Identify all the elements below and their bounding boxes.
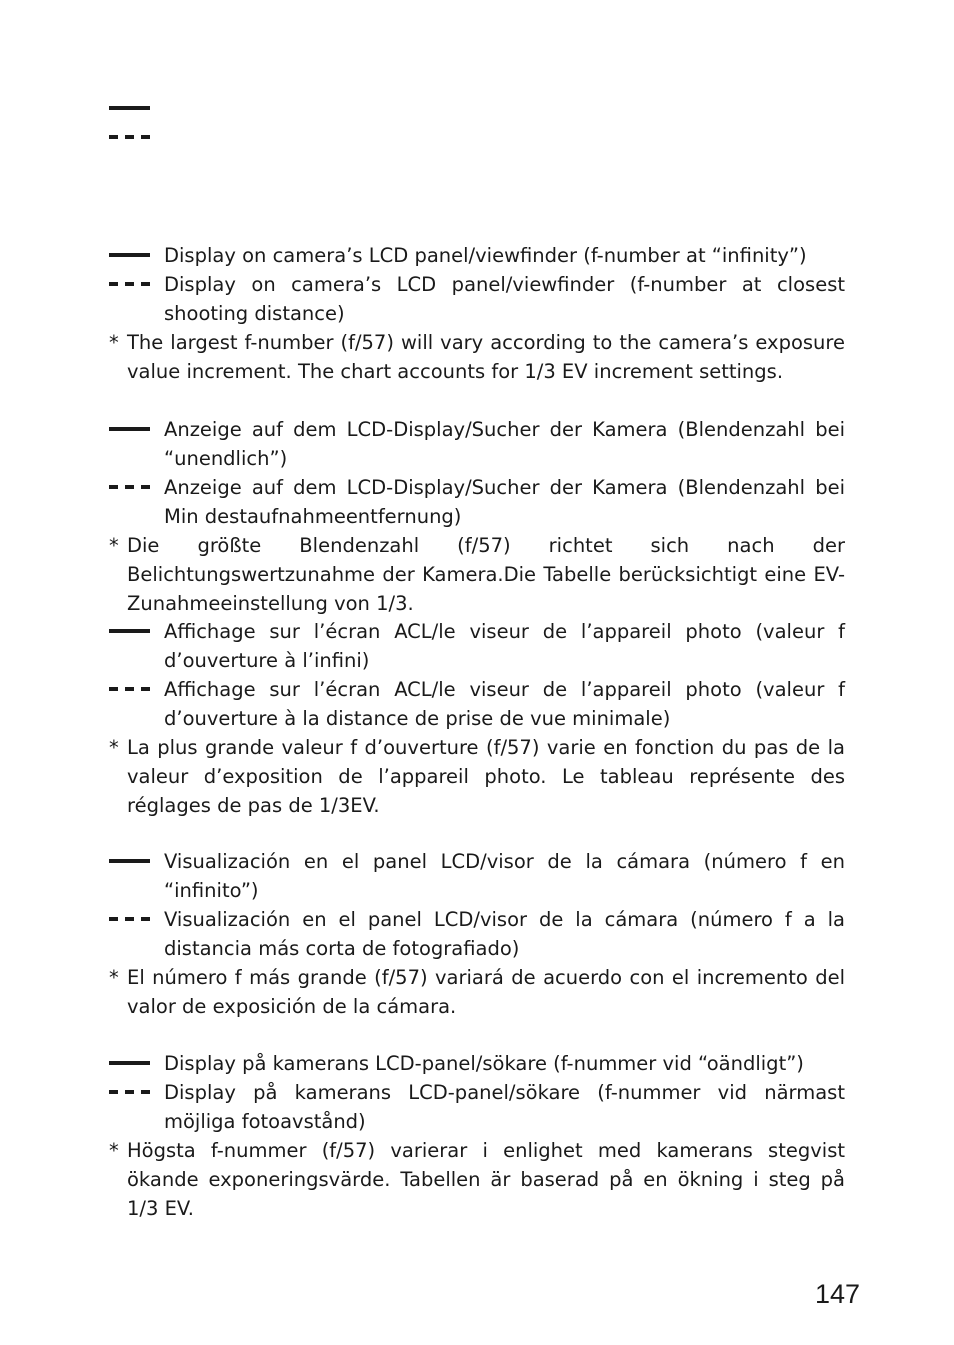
- footnote: [109, 328, 845, 386]
- legend-section-german: [109, 415, 845, 618]
- footnote: [109, 1136, 845, 1223]
- dashed-line-icon: [109, 1090, 150, 1094]
- top-line-legend: [109, 106, 151, 139]
- footnote-asterisk: *: [109, 966, 119, 989]
- footnote-text: La plus grande valeur f d’ouverture (f/57) varie en fonction du pas de la valeur d’exposition de l’appareil photo. Le tableau représente des réglages de pas de 1/3EV.: [127, 736, 845, 817]
- legend-row-solid: [109, 617, 845, 675]
- legend-dashed-text: Anzeige auf dem LCD-Display/Sucher der Kamera (Blendenzahl bei Min destaufnahmeentfernung): [164, 476, 845, 528]
- dashed-line-icon: [109, 485, 150, 489]
- dashed-line-sample: [109, 135, 150, 139]
- legend-dashed-text: Display on camera’s LCD panel/viewfinder (f-number at closest shooting distance): [164, 273, 845, 325]
- legend-solid-text: Display on camera’s LCD panel/viewfinder (f-number at “infinity”): [164, 244, 807, 267]
- legend-row-solid: [109, 1049, 845, 1078]
- footnote-asterisk: *: [109, 534, 119, 557]
- solid-line-icon: [109, 253, 150, 257]
- legend-dashed-text: Display på kamerans LCD-panel/sökare (f-nummer vid närmast möjliga fotoavstånd): [164, 1081, 845, 1133]
- dashed-line-icon: [109, 282, 150, 286]
- legend-row-dashed: [109, 905, 845, 963]
- legend-solid-text: Anzeige auf dem LCD-Display/Sucher der Kamera (Blendenzahl bei “unendlich”): [164, 418, 845, 470]
- legend-row-dashed: [109, 675, 845, 733]
- footnote: [109, 531, 845, 618]
- solid-line-icon: [109, 629, 150, 633]
- footnote: [109, 733, 845, 820]
- legend-section-english: [109, 241, 845, 386]
- legend-solid-text: Display på kamerans LCD-panel/sökare (f-nummer vid “oändligt”): [164, 1052, 804, 1075]
- solid-line-icon: [109, 1061, 150, 1065]
- legend-row-dashed: [109, 1078, 845, 1136]
- legend-row-solid: [109, 847, 845, 905]
- footnote-text: Die größte Blendenzahl (f/57) richtet sich nach der Belichtungswertzunahme der Kamera.Die Tabelle berücksichtigt eine EV-Zunahmeeinstellung von 1/3.: [127, 534, 845, 615]
- solid-line-icon: [109, 859, 150, 863]
- footnote-text: The largest f-number (f/57) will vary according to the camera’s exposure value increment. The chart accounts for 1/3 EV increment settings.: [127, 331, 845, 383]
- legend-dashed-text: Visualización en el panel LCD/visor de la cámara (número f a la distancia más corta de fotografiado): [164, 908, 845, 960]
- legend-section-spanish: [109, 847, 845, 1021]
- footnote-asterisk: *: [109, 331, 119, 354]
- page-number: 147: [815, 1279, 861, 1309]
- footnote-asterisk: *: [109, 736, 119, 759]
- solid-line-icon: [109, 427, 150, 431]
- legend-row-solid: [109, 241, 845, 270]
- legend-row-dashed: [109, 270, 845, 328]
- footnote: [109, 963, 845, 1021]
- footnote-text: Högsta f-nummer (f/57) varierar i enlighet med kamerans stegvist ökande exponeringsvärde. Tabellen är baserad på en ökning i steg på 1/3 EV.: [127, 1139, 845, 1220]
- legend-section-swedish: [109, 1049, 845, 1223]
- solid-line-sample: [109, 106, 150, 110]
- legend-section-french: [109, 617, 845, 820]
- dashed-line-icon: [109, 917, 150, 921]
- footnote-asterisk: *: [109, 1139, 119, 1162]
- legend-dashed-text: Affichage sur l’écran ACL/le viseur de l’appareil photo (valeur f d’ouverture à la distance de prise de vue minimale): [164, 678, 845, 730]
- footnote-text: El número f más grande (f/57) variará de acuerdo con el incremento del valor de exposición de la cámara.: [127, 966, 845, 1018]
- dashed-line-icon: [109, 687, 150, 691]
- legend-row-dashed: [109, 473, 845, 531]
- legend-row-solid: [109, 415, 845, 473]
- legend-solid-text: Visualización en el panel LCD/visor de la cámara (número f en “infinito”): [164, 850, 845, 902]
- legend-solid-text: Affichage sur l’écran ACL/le viseur de l’appareil photo (valeur f d’ouverture à l’infini): [164, 620, 845, 672]
